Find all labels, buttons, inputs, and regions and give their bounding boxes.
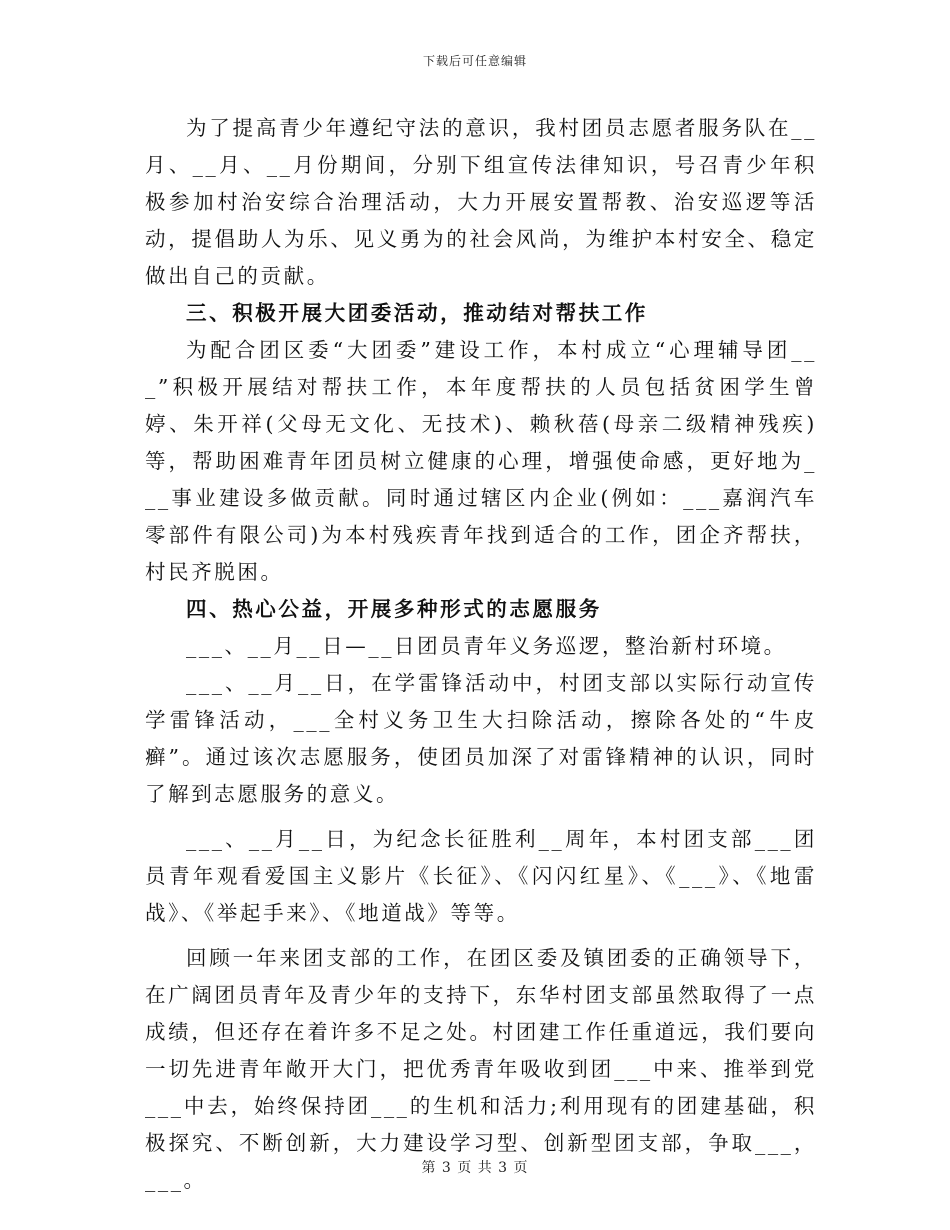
paragraph-patrol: ___、__月__日—__日团员青年义务巡逻，整治新村环境。	[186, 634, 787, 658]
paragraph-pairing-assistance: 为配合团区委“大团委”建设工作，本村成立“心理辅导团___”积极开展结对帮扶工作，本年度帮扶的人员包括贫困学生曾婷、朱开祥(父母无文化、无技术)、赖秋蓓(母亲二级精神残疾)等，帮助困难青年团员树立健康的心理，增强使命感，更好地为___事业建设多做贡献。同时通过辖区内企业(例如：___嘉润汽车零部件有限公司)为本村残疾青年找到适合的工作，团企齐帮扶，村民齐脱困。	[145, 338, 817, 584]
paragraph-long-march: ___、__月__日，为纪念长征胜利__周年，本村团支部___团员青年观看爱国主义影片《长征》、《闪闪红星》、《___》、《地雷战》、《举起手来》、《地道战》等等。	[145, 827, 817, 925]
section-heading-4: 四、热心公益，开展多种形式的志愿服务	[186, 597, 602, 621]
section-heading-3: 三、积极开展大团委活动，推动结对帮扶工作	[186, 301, 648, 325]
paragraph-legal-awareness: 为了提高青少年遵纪守法的意识，我村团员志愿者服务队在__月、__月、__月份期间，分别下组宣传法律知识，号召青少年积极参加村治安综合治理活动，大力开展安置帮教、治安巡逻等活动，提倡助人为乐、见义勇为的社会风尚，为维护本村安全、稳定做出自己的贡献。	[145, 116, 817, 288]
paragraph-review: 回顾一年来团支部的工作，在团区委及镇团委的正确领导下，在广阔团员青年及青少年的支持下，东华村团支部虽然取得了一点成绩，但还存在着许多不足之处。村团建工作任重道远，我们要向一切先进青年敞开大门，把优秀青年吸收到团___中来、推举到党___中去，始终保持团___的生机和活力;利用现有的团建基础，积极探究、不断创新，大力建设学习型、创新型团支部，争取___，___。	[145, 946, 817, 1192]
page-number-footer: 第 3 页 共 3 页	[421, 1160, 529, 1176]
paragraph-lei-feng: ___、__月__日，在学雷锋活动中，村团支部以实际行动宣传学雷锋活动，___全村义务卫生大扫除活动，擦除各处的“牛皮癣”。通过该次志愿服务，使团员加深了对雷锋精神的认识，同时了解到志愿服务的意义。	[145, 671, 817, 806]
document-body	[145, 110, 817, 1199]
page-header-note: 下载后可任意编辑	[422, 54, 527, 68]
